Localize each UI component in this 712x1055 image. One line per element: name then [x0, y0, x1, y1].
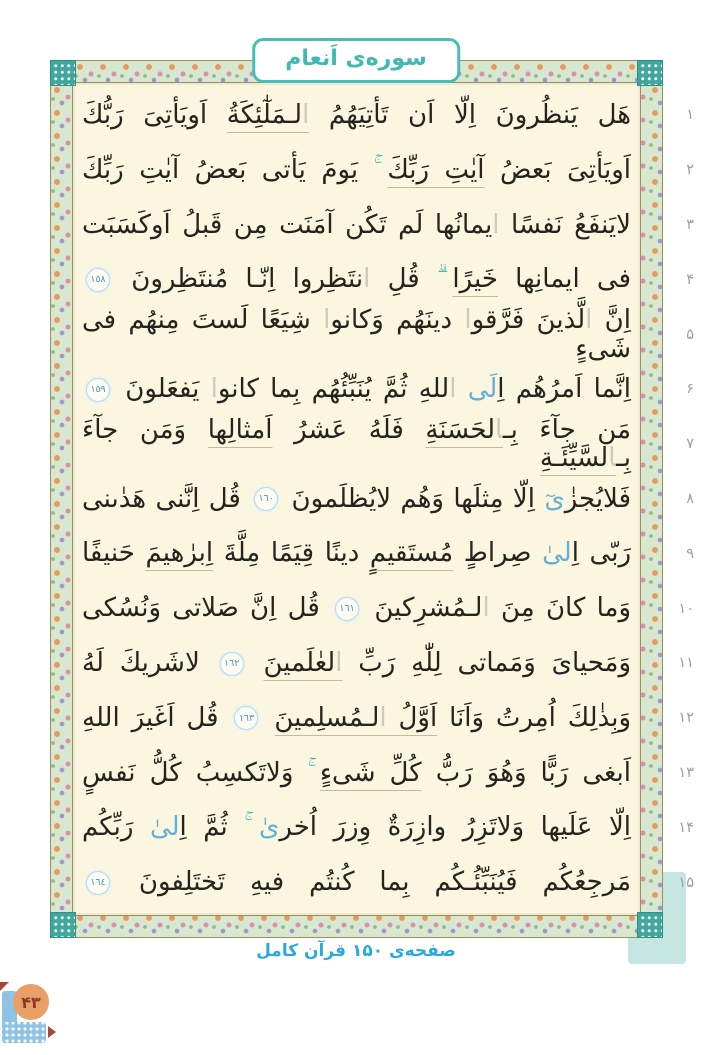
text-segment: شِيَعًا لَستَ مِنهُم فى شَىءٍ [73, 305, 631, 364]
text-segment: قُل اِنَّ صَلاتى وَنُسُكى [82, 593, 332, 624]
verse-number: ١٦٤ [90, 877, 106, 888]
text-segment: ۚ [244, 812, 259, 843]
line-number: ۸ [686, 490, 694, 507]
line-number: ۷ [686, 436, 694, 453]
text-segment: اِلّا عَلَيها وَلاتَزِرُ وازِرَةٌ وِزرَ اُخر [279, 812, 632, 843]
text-segment: لَى [467, 374, 498, 405]
text-segment: قُلِ [370, 264, 437, 295]
quran-line [82, 472, 631, 527]
surah-title: سوره‌ی اَنعام [285, 46, 427, 71]
quran-line [82, 252, 631, 307]
text-segment: ثُمَّ اِ [179, 812, 245, 843]
text-segment: ا [379, 702, 387, 733]
text-segment: ا [302, 100, 310, 131]
text-segment: قُل اِنَّنى هَدٰىنى [82, 483, 251, 514]
quran-line-text [82, 813, 631, 842]
text-segment: اِنَّما اَمرُهُم اِ [497, 374, 631, 405]
quran-line [82, 691, 631, 746]
text-segment: اَمثالِها [207, 414, 273, 445]
text-segment: ۚ [307, 757, 320, 788]
quran-line [82, 143, 631, 198]
text-segment: فَلايُجزٰ [564, 483, 631, 514]
text-segment: دينًا قِيَمًا مِلَّةَ [213, 538, 370, 569]
text-segment: اَويَأتِىَ بَعضُ [484, 154, 631, 185]
line-number-column [666, 88, 698, 910]
page-caption-row [0, 941, 712, 961]
line-number: ۱۴ [678, 819, 694, 836]
text-segment: دينَهُم وَكانو [330, 305, 465, 335]
line-number: ۲ [686, 162, 694, 179]
text-segment: فى ايمانِها [497, 264, 632, 295]
text-segment: فَلَهُ عَشرُ [272, 414, 426, 445]
text-segment: ا [608, 443, 617, 474]
text-segment: نتَظِروا اِنّـا مُنتَظِرونَ [114, 264, 364, 295]
text-segment: لايَنفَعُ نَفسًا [499, 209, 631, 240]
quran-line-text [82, 156, 631, 185]
text-segment: اَبغى رَبًّا وَهُوَ رَبُّ [421, 757, 632, 788]
quran-line-text [73, 414, 631, 474]
verse-marker-icon [254, 487, 278, 511]
text-segment: رَبِّكُم [82, 812, 150, 843]
text-segment: لحَسَنَةِ [425, 414, 496, 445]
quran-line [82, 746, 631, 801]
line-number: ۹ [686, 545, 694, 562]
quran-line [82, 636, 631, 691]
text-segment: اِبرٰهيمَ [145, 538, 214, 569]
quran-line [82, 526, 631, 581]
page-number-badge [0, 982, 58, 1052]
text-segment: لاشَريكَ لَهُ [82, 648, 216, 679]
quran-line-text [82, 375, 631, 404]
text-segment: يمانُها لَم تَكُن آمَنَت مِن قَبلُ اَوكَسَبَت [82, 209, 493, 240]
text-segment: ا [495, 414, 503, 445]
text-segment: اَويَأتِىَ رَبُّكَ [82, 100, 227, 131]
text-segment: ا [585, 305, 593, 335]
verse-marker-icon [220, 652, 244, 676]
text-segment: للهِ ثُمَّ يُنَبِّئُهُم بِما كانو [217, 374, 450, 405]
badge-blue-dotted-shape [2, 1022, 46, 1043]
corner-ornament-top-right [637, 60, 663, 86]
text-segment: لَّذينَ فَرَّقو [471, 305, 586, 335]
text-segment: كُلِّ شَىءٍ [319, 757, 422, 788]
text-segment: لـمُشرِكينَ [363, 593, 483, 624]
text-segment: وَلاتَكسِبُ كُلُّ نَفسٍ [82, 757, 308, 788]
corner-ornament-bottom-right [637, 912, 663, 938]
text-segment: لـمُسلِمينَ [274, 702, 380, 733]
text-segment: وَبِذٰلِكَ اُمِرتُ وَاَنَا [437, 702, 632, 733]
quran-line-text [73, 305, 631, 364]
quran-line [82, 855, 631, 910]
text-segment [262, 703, 274, 733]
line-number: ۴ [686, 271, 694, 288]
badge-arrow-icon [48, 1026, 56, 1038]
text-segment: اِلّا مِثلَها وَهُم لايُظلَمونَ [282, 483, 545, 514]
quran-line-text [82, 759, 631, 788]
verse-marker-icon [234, 706, 258, 730]
surah-title-box [252, 38, 460, 83]
verse-number: ١٦٣ [238, 712, 255, 724]
text-segment: خَيرًا [452, 264, 498, 295]
quran-line-text [82, 704, 631, 733]
text-segment: ا [363, 264, 371, 295]
text-segment: لىٰ [542, 538, 572, 569]
text-segment: اِنَّ [592, 305, 631, 335]
text-segment: رَبّى اِ [571, 538, 632, 569]
corner-ornament-bottom-left [50, 912, 76, 938]
text-segment: آيٰتِ رَبِّكَ [387, 154, 485, 185]
quran-line-text [82, 649, 631, 678]
text-segment: ا [323, 305, 331, 335]
text-segment: مَن جآءَ بِـ [502, 414, 631, 445]
text-segment: حَنيفًا [82, 538, 146, 569]
verse-marker-icon [86, 378, 110, 402]
quran-line-text [82, 485, 631, 514]
line-number: ۱۱ [678, 655, 694, 672]
text-segment: ا [210, 374, 218, 405]
text-segment: مَرجِعُكُم فَيُنَبِّئُـكُم بِما كُنتُم فيهِ تَختَلِفونَ [114, 867, 631, 898]
text-segment [456, 374, 467, 404]
badge-triangle-icon [0, 982, 9, 991]
text-segment [248, 648, 264, 678]
line-number: ۱۲ [678, 710, 694, 727]
text-segment: ۗ [436, 264, 453, 295]
verse-marker-icon [86, 871, 110, 895]
page-number: ۴۳ [21, 992, 41, 1012]
verse-number: ١٦١ [339, 603, 355, 615]
text-segment: وَما كانَ مِنَ [489, 593, 632, 624]
quran-line [73, 305, 631, 364]
text-segment: ا [335, 648, 343, 679]
text-segment: لـمَلٰٓئِكَةُ [226, 100, 303, 131]
verse-number: ١٥٩ [90, 383, 106, 395]
line-number: ۱۵ [678, 874, 694, 891]
quran-line-text [82, 211, 631, 240]
line-number: ۵ [686, 326, 694, 343]
quran-line-text [82, 265, 631, 294]
quran-line [82, 800, 631, 855]
text-segment: وَمَحياىَ وَمَماتى لِلّٰهِ رَبِّ [342, 648, 632, 679]
text-segment: لىٰ [149, 812, 180, 843]
quran-line [82, 581, 631, 636]
text-segment: ىٰ [258, 812, 280, 843]
line-number: ۳ [686, 216, 694, 233]
quran-text-area [73, 88, 632, 910]
verse-number: ١٥٨ [90, 274, 106, 286]
text-segment: ۚ [373, 154, 388, 185]
text-segment: ا [492, 209, 500, 240]
text-segment: ا [464, 305, 472, 335]
text-segment: يَومَ يَأتى بَعضُ آيٰتِ رَبِّكَ [82, 154, 374, 185]
line-number: ۱۳ [678, 764, 694, 781]
quran-line [73, 414, 631, 474]
corner-ornament-top-left [50, 60, 76, 86]
text-segment: اَوَّلُ [386, 702, 438, 733]
quran-line [82, 88, 631, 143]
line-number: ۶ [686, 381, 694, 398]
line-number: ۱۰ [678, 600, 694, 617]
line-number: ۱ [686, 107, 694, 124]
quran-line [82, 362, 631, 417]
text-segment: مُستَقيمٍ [369, 538, 454, 569]
quran-line-text [82, 594, 631, 623]
text-segment: لسَّيِّئَـةِ [539, 443, 609, 474]
text-segment: يَفعَلونَ [114, 374, 211, 405]
quran-line-text [82, 539, 631, 568]
text-segment: قُل اَغَيرَ اللهِ [82, 702, 231, 733]
text-segment: ا [482, 593, 490, 624]
quran-line [82, 198, 631, 253]
text-segment: صِراطٍ [453, 538, 543, 569]
verse-marker-icon [335, 597, 359, 621]
text-segment: هَل يَنظُرونَ اِلّا اَن تَأتِيَهُمُ [309, 100, 632, 131]
text-segment: ىٓ [544, 483, 565, 514]
quran-line-text [82, 101, 631, 130]
verse-number: ١٦٢ [223, 657, 240, 669]
badge-orange-circle [13, 984, 49, 1020]
text-segment: ا [449, 374, 457, 405]
text-segment: وَمَن جآءَ بِـ [73, 414, 631, 474]
verse-number: ١٦٠ [258, 493, 274, 505]
page-caption: صفحه‌ی ۱۵۰ قرآن کامل [256, 941, 456, 961]
quran-line-text [82, 868, 631, 897]
verse-marker-icon [86, 268, 110, 292]
text-segment: لعٰلَمينَ [263, 648, 336, 679]
